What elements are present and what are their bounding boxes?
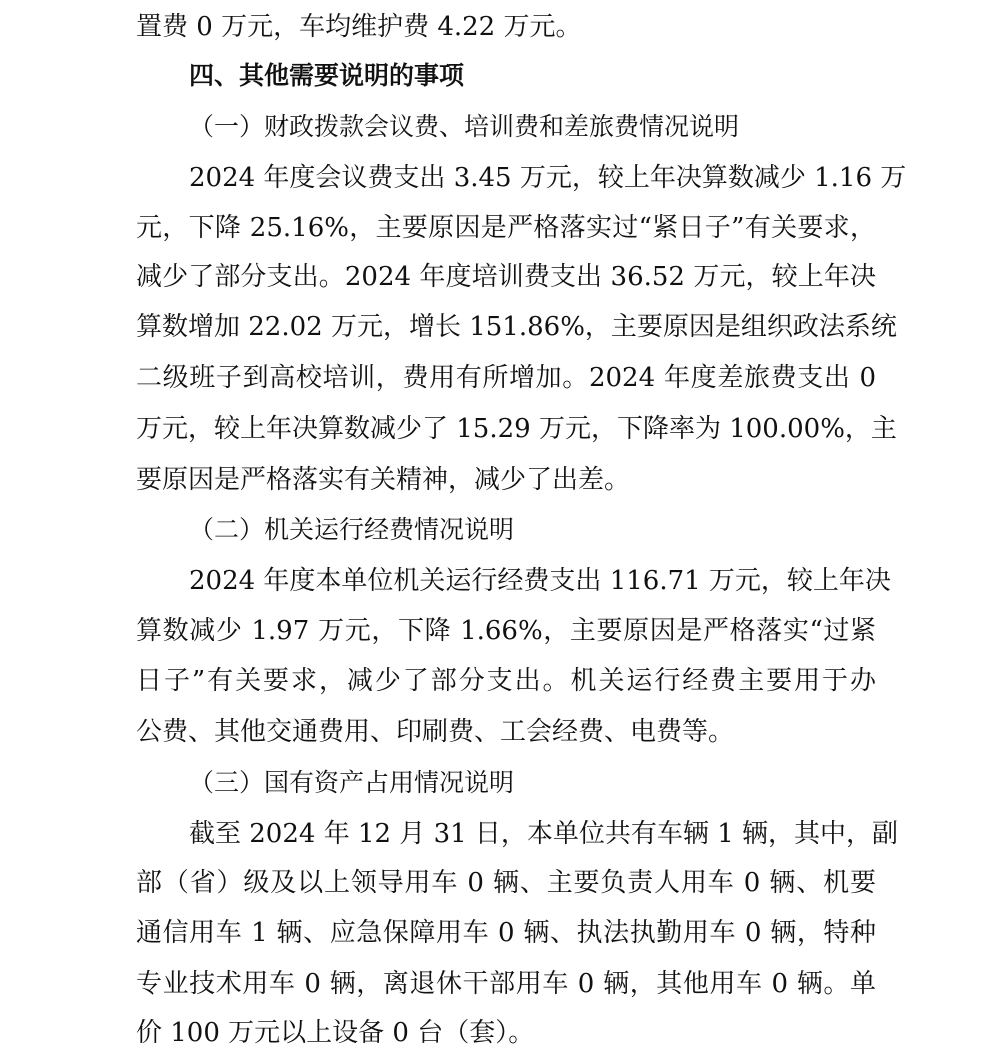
paragraph-line: 2024 年度本单位机关运行经费支出 116.71 万元，较上年决	[189, 566, 891, 596]
paragraph-line: 元，下降 25.16%，主要原因是严格落实过“紧日子”有关要求，	[136, 213, 876, 243]
paragraph-line: 截至 2024 年 12 月 31 日，本单位共有车辆 1 辆，其中，副	[189, 819, 898, 849]
paragraph-line: 算数增加 22.02 万元，增长 151.86%，主要原因是组织政法系统	[136, 312, 897, 342]
paragraph-line: 算数减少 1.97 万元，下降 1.66%，主要原因是严格落实“过紧	[136, 616, 876, 646]
section-heading: 四、其他需要说明的事项	[189, 61, 465, 90]
paragraph-line: 要原因是严格落实有关精神，减少了出差。	[136, 465, 631, 495]
paragraph-line: 万元，较上年决算数减少了 15.29 万元，下降率为 100.00%，主	[136, 414, 897, 444]
paragraph-line: 减少了部分支出。2024 年度培训费支出 36.52 万元，较上年决	[136, 262, 876, 292]
paragraph-line: 部（省）级及以上领导用车 0 辆、主要负责人用车 0 辆、机要	[136, 868, 876, 898]
paragraph-line: 专业技术用车 0 辆，离退休干部用车 0 辆，其他用车 0 辆。单	[136, 969, 876, 999]
paragraph-line: 价 100 万元以上设备 0 台（套）。	[136, 1018, 535, 1048]
subsection-heading-1: （一）财政拨款会议费、培训费和差旅费情况说明	[189, 112, 740, 141]
paragraph-line: 二级班子到高校培训，费用有所增加。2024 年度差旅费支出 0	[136, 363, 876, 393]
paragraph-line: 2024 年度会议费支出 3.45 万元，较上年决算数减少 1.16 万	[189, 163, 907, 193]
paragraph-line: 通信用车 1 辆、应急保障用车 0 辆、执法执勤用车 0 辆，特种	[136, 918, 876, 948]
paragraph-line: 日子”有关要求，减少了部分支出。机关运行经费主要用于办	[136, 666, 876, 696]
intro-line: 置费 0 万元，车均维护费 4.22 万元。	[136, 12, 582, 42]
paragraph-line: 公费、其他交通费用、印刷费、工会经费、电费等。	[136, 717, 735, 747]
subsection-heading-3: （三）国有资产占用情况说明	[189, 768, 515, 797]
subsection-heading-2: （二）机关运行经费情况说明	[189, 515, 515, 544]
